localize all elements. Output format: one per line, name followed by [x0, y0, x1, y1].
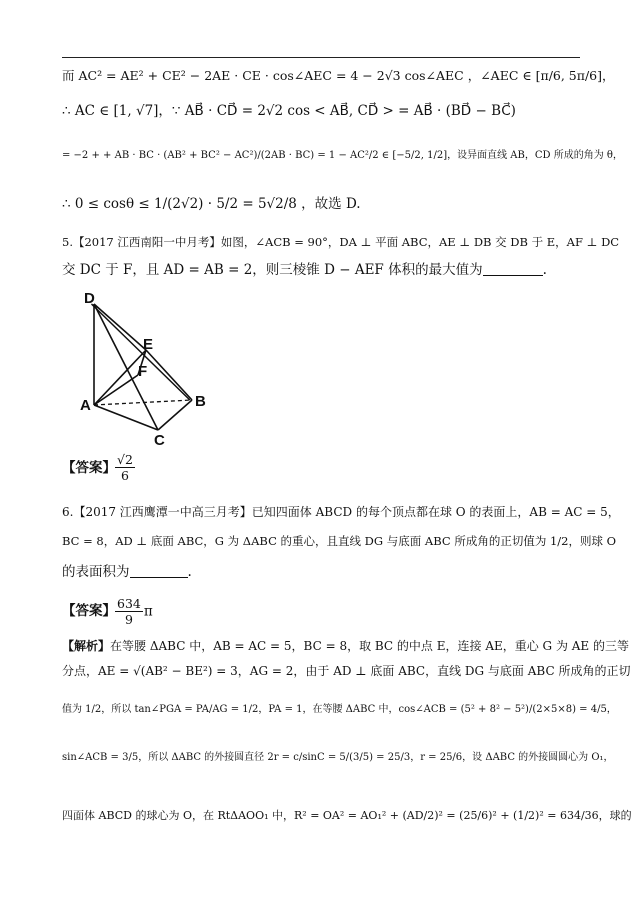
solution-line-1: 而 AC² = AE² + CE² − 2AE · CE · cos∠AEC = 4 − 2√3 cos∠AEC ，∠AEC ∈ [π/6, 5π/6]，: [62, 68, 615, 83]
solution-label: 【解析】: [62, 639, 111, 653]
question-6-text: 的表面积为: [62, 564, 130, 580]
solution-6-line-4: sin∠ACB = 3/5，所以 ΔABC 的外接圆直径 2r = c/sinC = 5/(3/5) = 25/3，r = 25/6，设 ΔABC 的外接圆圆心为 O₁，: [62, 752, 614, 763]
vertex-label-d: D: [84, 290, 95, 307]
solution-line-4: ∴ 0 ≤ cosθ ≤ 1/(2√2) · 5/2 = 5√2/8 ，故选 D.: [62, 196, 361, 212]
solution-6-line-2: 分点，AE = √(AB² − BE²) = 3，AG = 2，由于 AD ⊥ 底面 ABC，直线 DG 与底面 ABC 所成角的正切: [62, 664, 631, 678]
answer-5-denominator: 6: [120, 468, 129, 483]
solution-line-3: = −2 + + AB · BC · (AB² + BC² − AC²)/(2AB · BC) = 1 − AC²/2 ∈ [−5/2, 1/2]，设异面直线 AB，CD 所成的角为 θ，: [62, 150, 623, 161]
solution-6-line-3: 值为 1/2，所以 tan∠PGA = PA/AG = 1/2，PA = 1，在等腰 ΔABC 中，cos∠ACB = (5² + 8² − 5²)/(2×5×8) = 4/5，: [62, 704, 617, 715]
answer-6-numerator: 634: [117, 596, 141, 611]
question-6-line-2: BC = 8，AD ⊥ 底面 ABC，G 为 ΔABC 的重心，且直线 DG 与底面 ABC 所成角的正切值为 1/2，则球 O: [62, 534, 617, 548]
answer-6-value: [114, 596, 153, 627]
vertex-label-f: F: [138, 363, 148, 380]
solution-6-text-1: 在等腰 ΔABC 中，AB = AC = 5，BC = 8，取 BC 的中点 E，连接 AE，重心 G 为 AE 的三等: [110, 639, 630, 653]
tetrahedron-figure: [80, 290, 206, 450]
solution-line-2: ∴ AC ∈ [1, √7]，∵ AB⃗ · CD⃗ = 2√2 cos < AB⃗, CD⃗ > = AB⃗ · (BD⃗ − BC⃗): [62, 103, 516, 119]
header-rule: [62, 57, 580, 58]
question-5-line-1: 5.【2017 江西南阳一中月考】如图，∠ACB = 90°，DA ⊥ 平面 ABC，AE ⊥ DB 交 DB 于 E，AF ⊥ DC: [62, 235, 620, 249]
question-5-text: 交 DC 于 F，且 AD = AB = 2，则三棱锥 D − AEF 体积的最大值为: [62, 262, 483, 278]
vertex-label-b: B: [195, 393, 206, 410]
answer-5-value: [115, 452, 135, 483]
vertex-label-e: E: [143, 336, 154, 353]
answer-6-pi: π: [143, 603, 153, 620]
answer-blank-6: [130, 563, 188, 578]
answer-blank: [483, 261, 543, 276]
answer-label-6: 【答案】: [62, 603, 116, 619]
vertex-label-c: C: [154, 432, 165, 449]
vertex-label-a: A: [80, 397, 91, 414]
question-5-line-2: 交 DC 于 F，且 AD = AB = 2，则三棱锥 D − AEF 体积的最大值为 .: [62, 262, 547, 278]
question-6-line-3: 的表面积为 .: [62, 564, 192, 580]
answer-label-5: 【答案】: [62, 460, 116, 476]
answer-6-denominator: 9: [124, 612, 133, 627]
question-6-line-1: 6.【2017 江西鹰潭一中高三月考】已知四面体 ABCD 的每个顶点都在球 O 的表面上，AB = AC = 5，: [62, 505, 620, 519]
solution-6-line-1: [62, 636, 630, 656]
answer-5-numerator: √2: [117, 452, 133, 467]
solution-6-line-5: 四面体 ABCD 的球心为 O，在 RtΔAOO₁ 中，R² = OA² = AO₁² + (AD/2)² = (25/6)² + (1/2)² = 634/36，球的: [62, 809, 632, 822]
